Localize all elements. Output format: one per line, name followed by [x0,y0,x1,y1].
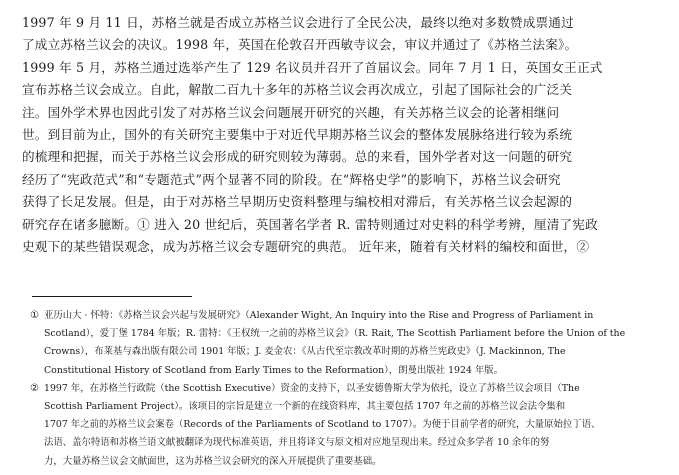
footnote-line: Scottish Parliament Project）。该项目的宗旨是建立一个新的在线资料库，其主要包括 1707 年之前的苏格兰议会法令集和 [44,400,566,412]
body-line: 研究存在诸多臆断。① 进入 20 世纪后，英国著名学者 R. 雷特则通过对史料的科学考辨，厘清了宪政 [22,216,598,232]
body-line: 的梳理和把握，而关于苏格兰议会形成的研究则较为薄弱。总的来看，国外学者对这一问题的研究 [22,149,573,165]
body-line: 经历了“宪政范式”和“专题范式”两个显著不同的阶段。在“辉格史学”的影响下，苏格兰议会研究 [22,171,561,187]
body-line: 1997 年 9 月 11 日，苏格兰就是否成立苏格兰议会进行了全民公决，最终以绝对多数赞成票通过 [22,15,574,30]
footnote-line: Crowns），布莱基与森出版有限公司 1901 年版；J. 麦金农：《从古代至宗教改革时期的苏格兰宪政史》（J. Mackinnon, The [44,346,566,358]
body-line: 宣布苏格兰议会成立。自此，解散二百九十多年的苏格兰议会再次成立，引起了国际社会的广泛关 [22,82,573,98]
footnote-line: Constitutional History of Scotland from Early Times to the Reformation），朗曼出版社 1924 年版。 [44,364,504,376]
body-line: 注。国外学术界也因此引发了对苏格兰议会问题展开研究的兴趣，有关苏格兰议会的论著相继问 [22,104,560,120]
body-line: 1999 年 5 月，苏格兰通过选举产生了 129 名议员并召开了首届议会。同年 7 月 1 日，英国女王正式 [22,59,603,75]
footnote-line: 1707 年之前的苏格兰议会案卷（Records of the Parliaments of Scotland to 1707）。为便于目前学者的研究，大量原始拉丁语、 [44,419,601,431]
footnote-line [22,307,672,325]
footnote-line [22,380,672,398]
body-line: 史观下的某些错误观念，成为苏格兰议会专题研究的典范。 近年来，随着有关材料的编校和面世，② [22,238,590,254]
main-body-text [22,12,672,258]
body-line: 获得了长足发展。但是，由于对苏格兰早期历史资料整理与编校相对滞后，有关苏格兰议会起源的 [22,194,573,210]
footnote-text: 亚历山大 · 怀特：《苏格兰议会兴起与发展研究》（Alexander Wight, An Inquiry into the Rise and Progress of Parliament in [44,310,594,321]
footnote-line: 法语、盖尔特语和苏格兰语文献被翻译为现代标准英语，并且将译文与原文相对应地呈现出来。经过众多学者 10 余年的努 [44,437,550,449]
footnote-divider [32,296,192,297]
footnote-marker: ② [30,382,39,394]
footnote-text: 1997 年，在苏格兰行政院（the Scottish Executive）资金的支持下，以圣安德鲁斯大学为依托，设立了苏格兰议会项目（The [44,382,580,394]
footnotes [22,307,672,471]
body-line: 世。到目前为止，国外的有关研究主要集中于对近代早期苏格兰议会的整体发展脉络进行较为系统 [22,126,573,142]
body-line: 了成立苏格兰议会的决议。1998 年，英国在伦敦召开西敏寺议会，审议并通过了《苏格兰法案》。 [22,37,578,53]
footnote-line: 力，大量苏格兰议会文献面世，这为苏格兰议会研究的深入开展提供了重要基础。 [44,455,382,467]
footnote-line: Scotland），爱丁堡 1784 年版；R. 雷特：《王权统一之前的苏格兰议会》（R. Rait, The Scottish Parliament before the Union of the [44,328,626,340]
footnote-marker: ① [30,310,39,321]
